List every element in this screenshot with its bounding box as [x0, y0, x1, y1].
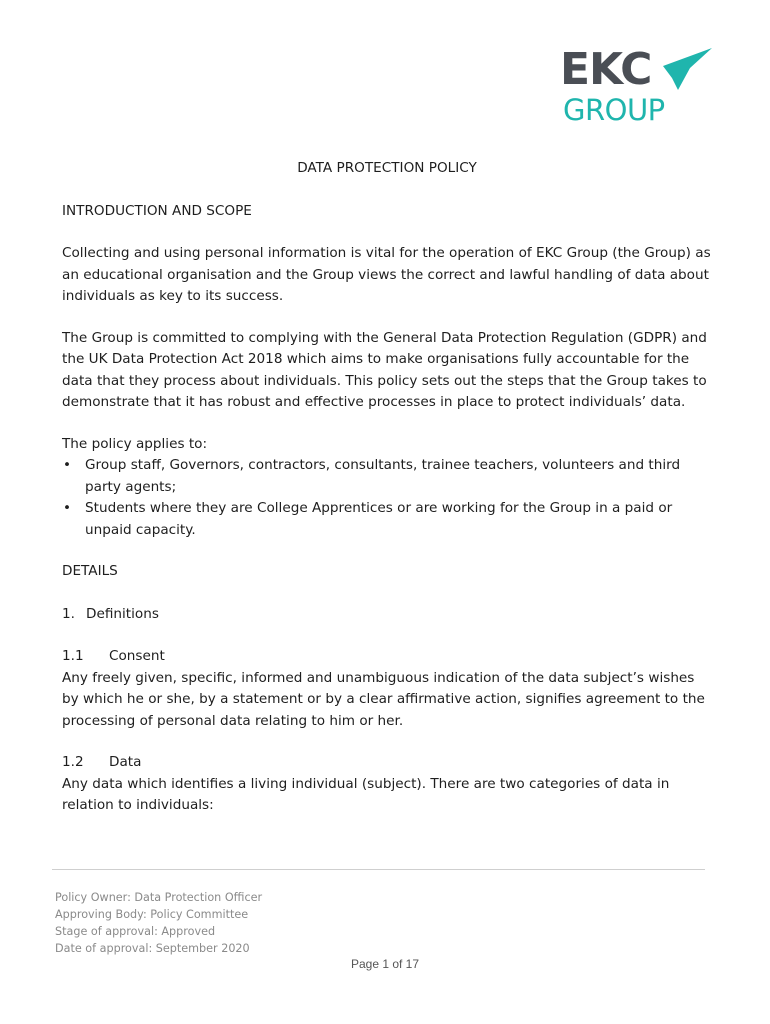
applies-intro: The policy applies to:: [62, 435, 208, 452]
intro-paragraph-2: The Group is committed to complying with the General Data Protection Regulation (GDPR) and the UK Data Protection Act 2018 which aims to make organisations fully accountable for the data that they process about individuals. This policy sets out the steps that the Group takes to demonstrate that it has robust and effective processes in place to protect individuals’ data.: [62, 329, 707, 410]
section-number: 1.2: [62, 754, 84, 770]
section-1-1-heading: [62, 646, 712, 668]
section-title: Data: [109, 754, 142, 770]
footer-divider: [52, 869, 705, 870]
list-item-text: Students where they are College Apprentices or are working for the Group in a paid or unpaid capacity.: [85, 500, 673, 538]
logo-text-group: GROUP: [563, 93, 665, 124]
page-number: Page 1 of 17: [350, 957, 420, 971]
list-item-text: Group staff, Governors, contractors, consultants, trainee teachers, volunteers and third party agents;: [85, 457, 681, 495]
footer-metadata: [55, 889, 262, 957]
document-body: [62, 158, 712, 837]
data-definition: Any data which identifies a living individual (subject). There are two categories of data in relation to individuals:: [62, 775, 670, 813]
consent-definition: Any freely given, specific, informed and unambiguous indication of the data subject’s wishes by which he or she, by a statement or by a clear affirmative action, signifies agreement to the processing of personal data relating to him or her.: [62, 669, 705, 729]
approving-body: Approving Body: Policy Committee: [55, 908, 249, 921]
bullet-icon: •: [63, 457, 72, 473]
section-title: Definitions: [86, 605, 159, 622]
list-item: [62, 498, 712, 541]
bullet-icon: •: [63, 500, 72, 516]
details-heading: DETAILS: [62, 563, 118, 579]
approval-stage: Stage of approval: Approved: [55, 925, 216, 938]
ekc-group-logo: [560, 44, 716, 124]
document-title: DATA PROTECTION POLICY: [297, 160, 477, 176]
section-number: 1.1: [62, 648, 84, 664]
intro-paragraph-1: Collecting and using personal information is vital for the operation of EKC Group (the Group) as an educational organisation and the Group views the correct and lawful handling of data about individuals as key to its success.: [62, 245, 711, 304]
policy-owner: Policy Owner: Data Protection Officer: [55, 891, 263, 904]
intro-heading: INTRODUCTION AND SCOPE: [62, 202, 252, 219]
section-title: Consent: [109, 648, 165, 664]
section-1-heading: [62, 604, 712, 626]
applies-list: [62, 455, 712, 541]
logo-text-ekc: EKC: [560, 44, 652, 95]
section-number: 1.: [62, 605, 75, 622]
approval-date: Date of approval: September 2020: [55, 942, 250, 955]
list-item: [62, 455, 712, 498]
section-1-2-heading: [62, 752, 712, 774]
